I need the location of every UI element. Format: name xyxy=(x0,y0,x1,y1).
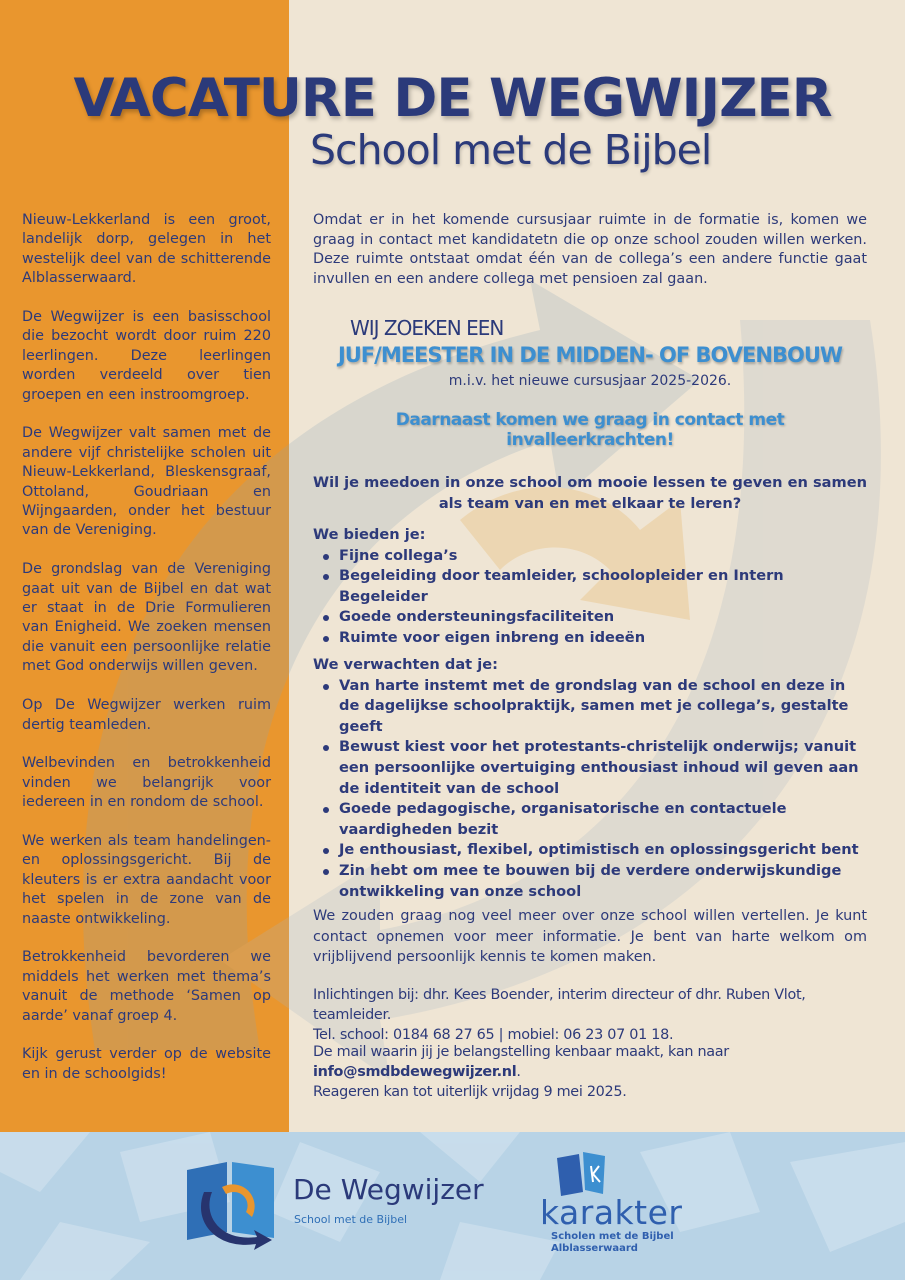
expect-section xyxy=(313,655,867,902)
position-title: JUF/MEESTER IN DE MIDDEN- OF BOVENBOUW xyxy=(337,343,843,367)
mail-line xyxy=(313,1042,867,1082)
left-paragraph: De Wegwijzer is een basisschool die bezocht wordt door ruim 220 leerlingen. Deze leerlingen worden verdeeld over tien groepen en een instroomgroep. xyxy=(22,309,271,403)
left-paragraph: Nieuw-Lekkerland is een groot, landelijk dorp, gelegen in het westelijk deel van de schitterende Alblasserwaard. xyxy=(22,212,271,287)
mail-prefix: De mail waarin jij je belangstelling kenbaar maakt, kan naar xyxy=(313,1044,729,1060)
list-item: Zin hebt om mee te bouwen bij de verdere onderwijskundige ontwikkeling van onze school xyxy=(313,861,867,902)
mail-suffix: . xyxy=(516,1064,521,1081)
left-paragraph: De Wegwijzer valt samen met de andere vijf christelijke scholen uit Nieuw-Lekkerland, Bleskensgraaf, Ottoland, Goudriaan en Wijngaarden, onder het bestuur van de Vereniging. xyxy=(22,425,271,539)
list-item: Goede ondersteuningsfaciliteiten xyxy=(313,607,867,628)
left-paragraph: Op De Wegwijzer werken ruim dertig teamleden. xyxy=(22,697,271,733)
list-item: Ruimte voor eigen inbreng en ideeën xyxy=(313,628,867,649)
closing-paragraph: We zouden graag nog veel meer over onze school willen vertellen. Je kunt contact opnemen voor meer informatie. Je bent van harte welkom om vrijblijvend persoonlijk kennis te komen maken. xyxy=(313,908,867,965)
offer-section xyxy=(313,525,867,649)
list-item: Goede pedagogische, organisatorische en contactuele vaardigheden bezit xyxy=(313,799,867,840)
wegwijzer-logo-subtitle: School met de Bijbel xyxy=(294,1213,408,1226)
list-item: Begeleiding door teamleider, schoolopleider en Intern Begeleider xyxy=(313,566,867,607)
karakter-sub-line: Alblasserwaard xyxy=(551,1243,638,1254)
wegwijzer-logo-icon xyxy=(182,1162,277,1250)
left-paragraph: Kijk gerust verder op de website en in de schoolgids! xyxy=(22,1046,271,1082)
contact-phone: Tel. school: 0184 68 27 65 | mobiel: 06 23 07 01 18. xyxy=(313,1027,674,1044)
left-paragraph: Betrokkenheid bevorderen we middels het werken met thema’s vanuit de methode ‘Samen op aarde’ vanaf groep 4. xyxy=(22,949,271,1024)
left-column-text xyxy=(22,211,271,1104)
page-subtitle: School met de Bijbel xyxy=(310,126,712,174)
search-lead: WIJ ZOEKEN EEN xyxy=(350,316,504,340)
list-item: Van harte instemt met de grondslag van de school en deze in de dagelijkse schoolpraktijk, samen met je collega’s, gestalte geeft xyxy=(313,676,867,738)
left-paragraph: We werken als team handelingen- en oplossingsgericht. Bij de kleuters is er extra aandacht voor het spelen in de zone van de naaste ontwikkeling. xyxy=(22,832,271,927)
expect-heading: We verwachten dat je: xyxy=(313,656,498,673)
mail-address-link[interactable]: info@smdbdewegwijzer.nl xyxy=(313,1064,517,1081)
contact-info xyxy=(313,985,867,1046)
substitutes-callout: Daarnaast komen we graag in contact met invalleerkrachten! xyxy=(395,410,785,450)
expect-list xyxy=(313,676,867,903)
intro-paragraph: Omdat er in het komende cursusjaar ruimte in de formatie is, komen we graag in contact met kandidatetn die op onze school zouden willen werken. Deze ruimte ontstaat omdat één van de collega’s een andere functie gaat invullen en een andere collega met pensioen zal gaan. xyxy=(313,212,867,287)
page-title: VACATURE DE WEGWIJZER xyxy=(73,68,832,129)
offer-list xyxy=(313,546,867,649)
footer-pattern xyxy=(0,1132,905,1280)
question-text: Wil je meedoen in onze school om mooie lessen te geven en samen als team van en met elkaar te leren? xyxy=(313,474,867,512)
list-item: Je enthousiast, flexibel, optimistisch en oplossingsgericht bent xyxy=(313,840,867,861)
karakter-logo-icon xyxy=(553,1152,609,1198)
list-item: Bewust kiest voor het protestants-christelijk onderwijs; vanuit een persoonlijke overtuiging enthousiast inhoud wil geven aan de identiteit van de school xyxy=(313,737,867,799)
offer-heading: We bieden je: xyxy=(313,526,426,543)
footer-band xyxy=(0,1132,905,1280)
mail-info xyxy=(313,1042,867,1103)
karakter-sub-line: Scholen met de Bijbel xyxy=(551,1231,674,1242)
list-item: Fijne collega’s xyxy=(313,546,867,567)
karakter-logo-name: karakter xyxy=(540,1193,683,1232)
karakter-logo-subtitle xyxy=(551,1231,674,1255)
contact-persons: Inlichtingen bij: dhr. Kees Boender, interim directeur of dhr. Ruben Vlot, teamleider. xyxy=(313,987,806,1024)
left-paragraph: Welbevinden en betrokkenheid vinden we belangrijk voor iedereen in en rondom de school. xyxy=(22,755,271,811)
position-note: m.i.v. het nieuwe cursusjaar 2025-2026. xyxy=(448,373,732,389)
wegwijzer-logo-name: De Wegwijzer xyxy=(293,1173,484,1206)
left-paragraph: De grondslag van de Vereniging gaat uit van de Bijbel en dat wat er staat in de Drie Formulieren van Enigheid. We zoeken mensen die vanuit een persoonlijke relatie met God onderwijs willen geven. xyxy=(22,561,271,675)
deadline-text: Reageren kan tot uiterlijk vrijdag 9 mei 2025. xyxy=(313,1084,627,1101)
